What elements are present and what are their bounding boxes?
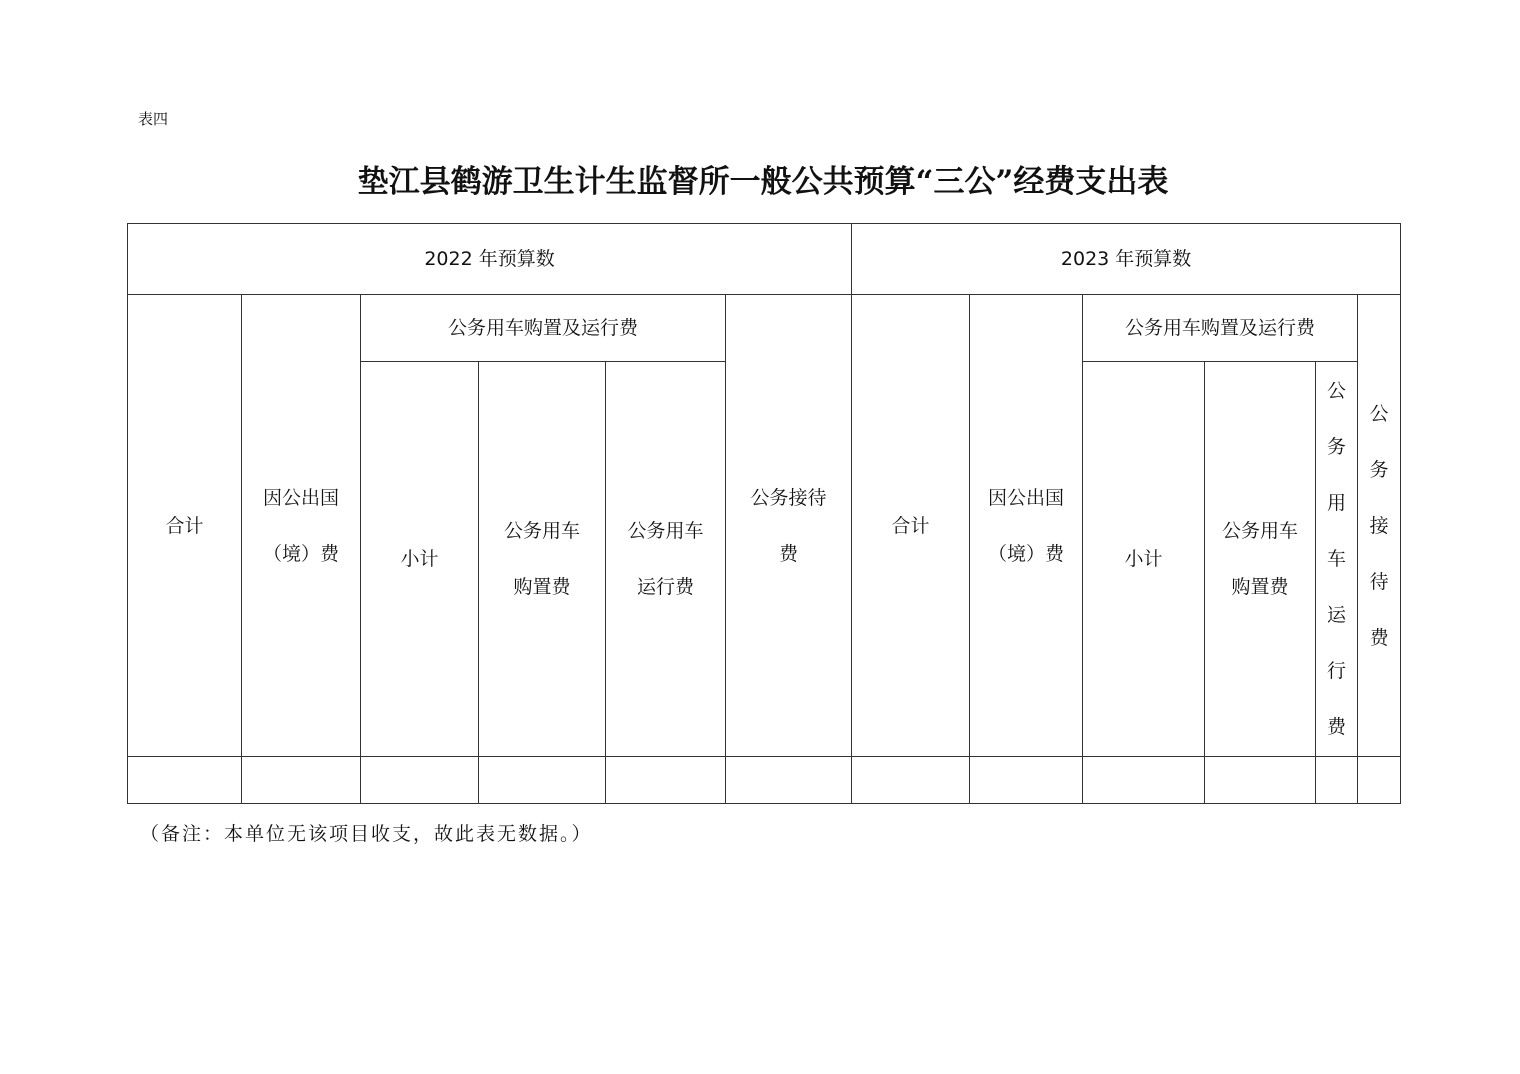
header-reception-2023: [1358, 295, 1401, 757]
table-cell: [361, 757, 479, 804]
header-purchase-line2: 购置费: [1231, 576, 1289, 598]
header-reception-2022: [726, 295, 852, 757]
header-abroad-2022: [242, 295, 361, 757]
header-abroad-line2: （境）费: [988, 542, 1065, 565]
table-cell: [1205, 757, 1316, 804]
table-cell: [242, 757, 361, 804]
header-year-2022: 2022 年预算数: [128, 224, 852, 295]
vchar: 接: [1369, 514, 1389, 537]
header-operation-2023: [1316, 362, 1358, 757]
header-purchase-line1: 公务用车: [1222, 520, 1299, 542]
table-cell: [1358, 757, 1401, 804]
header-abroad-line1: 因公出国: [988, 486, 1065, 509]
header-abroad-line1: 因公出国: [262, 486, 339, 509]
header-abroad-2023: [970, 295, 1083, 757]
table-cell: [726, 757, 852, 804]
table-cell: [606, 757, 726, 804]
table-number-label: 表四: [138, 110, 169, 128]
header-operation-line1: 公务用车: [627, 520, 704, 542]
header-purchase-line1: 公务用车: [503, 520, 580, 542]
table-row: [128, 757, 1401, 804]
table-cell: [1316, 757, 1358, 804]
vchar: 用: [1327, 492, 1347, 514]
table-cell: [852, 757, 970, 804]
table-cell: [970, 757, 1083, 804]
vchar: 公: [1327, 380, 1347, 402]
three-public-expense-table: [127, 223, 1401, 804]
header-operation-line2: 运行费: [636, 576, 694, 598]
header-total-2023: 合计: [852, 295, 970, 757]
vchar: 务: [1369, 458, 1389, 481]
header-reception-line1: 公务接待: [750, 486, 827, 509]
vchar: 公: [1369, 402, 1389, 425]
header-reception-line2: 费: [779, 542, 799, 565]
document-title: 垫江县鹤游卫生计生监督所一般公共预算“三公”经费支出表: [357, 164, 1169, 200]
header-operation-2022: [606, 362, 726, 757]
vchar: 费: [1369, 626, 1389, 649]
remark-note: （备注：本单位无该项目收支，故此表无数据。）: [140, 823, 593, 845]
table-cell: [479, 757, 606, 804]
vchar: 车: [1327, 548, 1347, 570]
header-vehicle-group-2022: 公务用车购置及运行费: [361, 295, 726, 362]
header-vehicle-group-2023: 公务用车购置及运行费: [1083, 295, 1358, 362]
header-abroad-line2: （境）费: [262, 542, 339, 565]
header-purchase-line2: 购置费: [513, 576, 571, 598]
table-cell: [128, 757, 242, 804]
table-cell: [1083, 757, 1205, 804]
vchar: 待: [1369, 570, 1389, 593]
header-total-2022: 合计: [128, 295, 242, 757]
header-year-2023: 2023 年预算数: [852, 224, 1401, 295]
vchar: 务: [1327, 436, 1347, 458]
header-subtotal-2022: 小计: [361, 362, 479, 757]
vchar: 费: [1327, 716, 1347, 738]
header-purchase-2023: [1205, 362, 1316, 757]
header-purchase-2022: [479, 362, 606, 757]
header-subtotal-2023: 小计: [1083, 362, 1205, 757]
vchar: 行: [1327, 660, 1347, 682]
vchar: 运: [1327, 604, 1347, 626]
